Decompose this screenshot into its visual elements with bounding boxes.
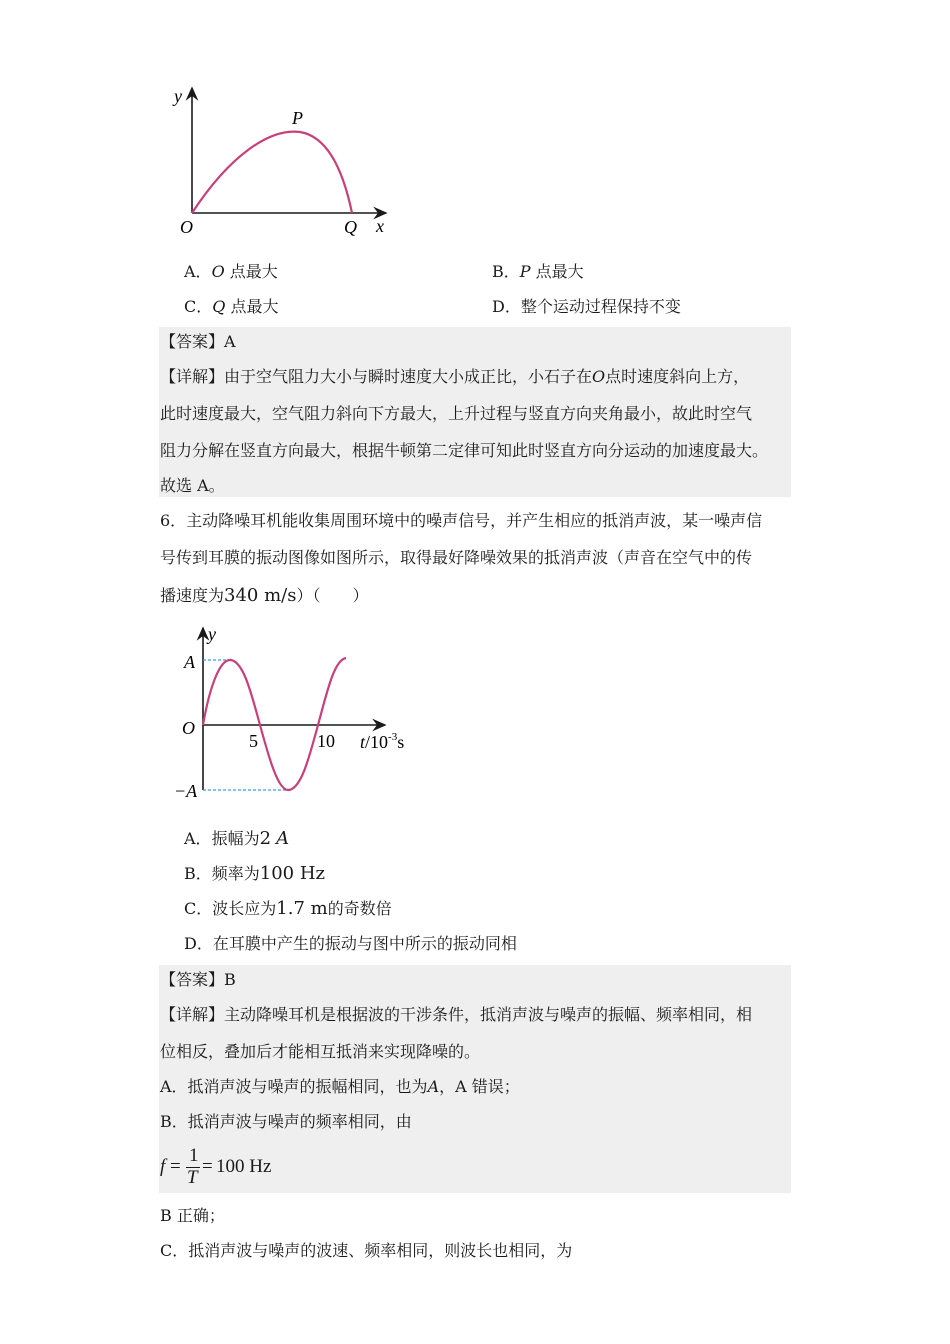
t-axis-label: $t/10^{-3}s$ (360, 731, 405, 752)
q6-stem-line3: 播速度为340 m/s）（ ） (160, 585, 369, 606)
formula-f: f (160, 1156, 166, 1177)
q6-stem-line1: 6．主动降噪耳机能收集周围环境中的噪声信号，并产生相应的抵消声波，某一噪声信 (160, 511, 763, 530)
neg-amplitude-label: −A (174, 781, 198, 801)
q5-explanation-line4: 故选 A。 (160, 476, 225, 495)
q5-answer: 【答案】A (160, 332, 236, 351)
q6-explanation-line-c: C．抵消声波与噪声的波速、频率相同，则波长也相同，为 (160, 1241, 573, 1260)
q6-explanation-line1: 【详解】主动降噪耳机是根据波的干涉条件，抵消声波与噪声的振幅、频率相同，相 (160, 1005, 753, 1024)
q6-explanation-line2: 位相反，叠加后才能相互抵消来实现降噪的。 (160, 1042, 481, 1061)
q5-explanation-line1: 【详解】由于空气阻力大小与瞬时速度大小成正比，小石子在O点时速度斜向上方， (160, 367, 750, 386)
tick-10-label: 10 (317, 731, 335, 751)
x-label: x (376, 216, 384, 236)
tick-5-label: 5 (249, 731, 258, 751)
origin-label: O (180, 217, 193, 237)
q5-explanation-line3: 阻力分解在竖直方向最大，根据牛顿第二定律可知此时竖直方向分运动的加速度最大。 (160, 441, 769, 460)
q6-explanation-line-b: B．抵消声波与噪声的频率相同，由 (160, 1112, 412, 1131)
q6-stem-line2: 号传到耳膜的振动图像如图所示，取得最好降噪效果的抵消声波（声音在空气中的传 (160, 548, 753, 567)
projectile-graph (160, 80, 400, 240)
q5-option-b[interactable]: B．P 点最大 (492, 262, 584, 281)
sine-wave (203, 658, 346, 790)
origin-label: O (182, 718, 195, 738)
q6-option-a[interactable]: A．振幅为2 A (184, 828, 290, 849)
formula-denominator: T (187, 1167, 198, 1188)
trajectory-curve (192, 132, 352, 213)
q5-option-d[interactable]: D．整个运动过程保持不变 (492, 297, 681, 316)
q6-option-d[interactable]: D．在耳膜中产生的振动与图中所示的振动同相 (184, 934, 517, 953)
y-label: y (174, 86, 182, 106)
formula-numerator: 1 (189, 1145, 199, 1166)
vibration-graph (168, 620, 428, 810)
q6-b-correct: B 正确； (160, 1206, 225, 1225)
peak-label: P (292, 108, 303, 128)
end-label: Q (344, 217, 357, 237)
q5-option-a[interactable]: A．O 点最大 (184, 262, 278, 281)
q6-explanation-line-a: A．抵消声波与噪声的振幅相同，也为A，A 错误； (160, 1077, 520, 1096)
formula-eq2: = (202, 1156, 213, 1177)
q5-explanation-line2: 此时速度最大，空气阻力斜向下方最大，上升过程与竖直方向夹角最小，故此时空气 (160, 404, 753, 423)
q5-option-c[interactable]: C．Q 点最大 (184, 297, 279, 316)
formula-eq: = (170, 1156, 181, 1177)
formula-value: 100 Hz (216, 1156, 272, 1177)
amplitude-label: A (184, 652, 195, 672)
q6-option-b[interactable]: B．频率为100 Hz (184, 863, 326, 884)
y-label: y (208, 624, 216, 644)
q6-answer: 【答案】B (160, 970, 236, 989)
q6-option-c[interactable]: C．波长应为1.7 m的奇数倍 (184, 898, 392, 919)
